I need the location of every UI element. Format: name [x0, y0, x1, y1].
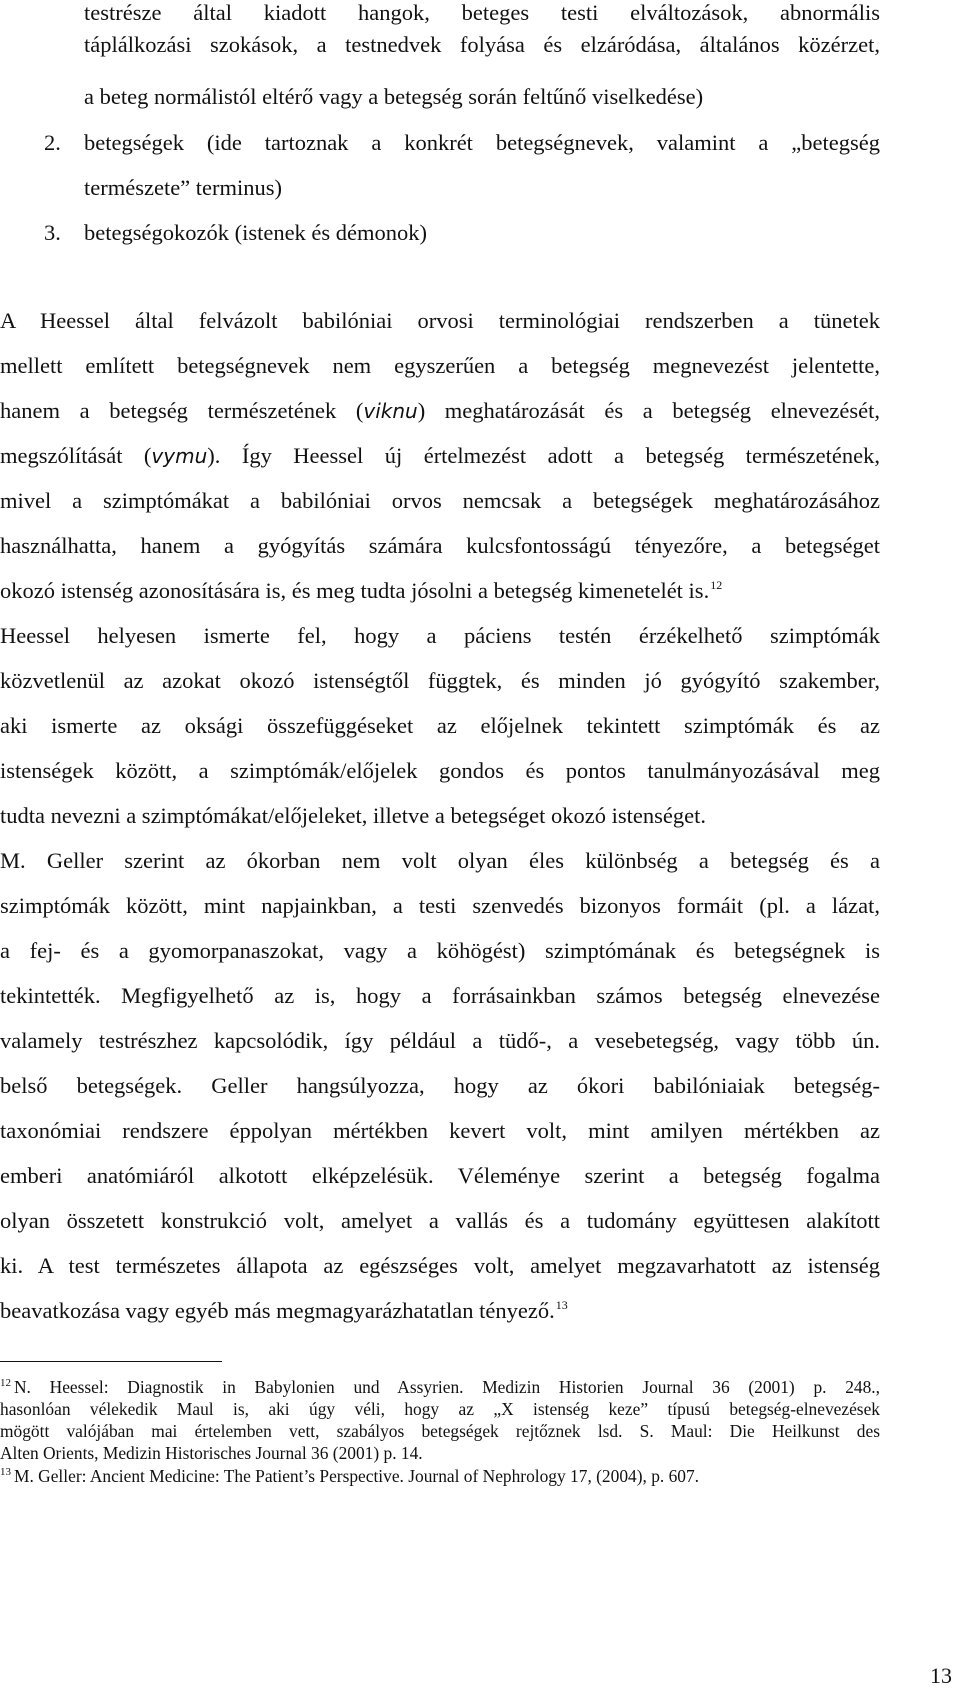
footnote-mark: 13	[0, 1466, 11, 1478]
term-vymu: vymu	[151, 444, 208, 468]
body-line: beavatkozása vagy egyéb más megmagyarázhatatlan tényező.$^{13}$	[0, 1298, 568, 1323]
footnote-separator	[0, 1361, 222, 1362]
footnote-ref[interactable]: 12	[710, 578, 723, 592]
body-line: Heessel helyesen ismerte fel, hogy a páciens testén érzékelhető szimptómák	[0, 623, 880, 648]
footnote-ref[interactable]: 13	[555, 1298, 568, 1312]
footnote-line: hasonlóan vélekedik Maul is, aki úgy véli, hogy az „X istenség keze” típusú betegség-elnevezések	[0, 1399, 880, 1419]
body-line: megszólítását (vymu). Így Heessel új értelmezést adott a betegség természetének,	[0, 443, 880, 468]
body-line: emberi anatómiáról alkotott elképzelésük. Véleménye szerint a betegség fogalma	[0, 1163, 880, 1188]
list-text-line: a beteg normálistól eltérő vagy a betegség során feltűnő viselkedése)	[84, 84, 704, 109]
body-line: A Heessel által felvázolt babilóniai orvosi terminológiai rendszerben a tünetek	[0, 308, 880, 333]
body-line: használhatta, hanem a gyógyítás számára kulcsfontosságú tényezőre, a betegséget	[0, 533, 880, 558]
body-line: aki ismerte az oksági összefüggéseket az előjelnek tekintett szimptómák és az	[0, 713, 880, 738]
footnote-13: $^{13}$ M. Geller: Ancient Medicine: The Patient’s Perspective. Journal of Nephrology 17, (2004), p. 607.	[0, 1466, 700, 1486]
list-number: 3.	[44, 220, 61, 245]
body-line: okozó istenség azonosítására is, és meg tudta jósolni a betegség kimenetelét is.$^{12}$	[0, 578, 723, 603]
term-viknu: viknu	[363, 399, 418, 423]
body-line: hanem a betegség természetének (viknu) meghatározását és a betegség elnevezését,	[0, 398, 880, 423]
footnote-line: mögött valójában mai értelemben vett, szabályos betegségek rejtőznek lsd. S. Maul: Die Heilkunst des	[0, 1421, 880, 1441]
body-line: tudta nevezni a szimptómákat/előjeleket, illetve a betegséget okozó istenséget.	[0, 803, 706, 828]
list-text-line: testrésze által kiadott hangok, beteges testi elváltozások, abnormális	[84, 0, 880, 25]
list-item-text: betegségokozók (istenek és démonok)	[84, 220, 428, 245]
footnote-mark: 12	[0, 1377, 11, 1389]
body-line: tekintették. Megfigyelhető az is, hogy a forrásainkban számos betegség elnevezése	[0, 983, 880, 1008]
body-line: mivel a szimptómákat a babilóniai orvos nemcsak a betegségek meghatározásához	[0, 488, 880, 513]
body-line: olyan összetett konstrukció volt, amelyet a vallás és a tudomány együttesen alakított	[0, 1208, 880, 1233]
body-line: istenségek között, a szimptómák/előjelek gondos és pontos tanulmányozásával meg	[0, 758, 880, 783]
footnote-line: Alten Orients, Medizin Historisches Journal 36 (2001) p. 14.	[0, 1443, 423, 1463]
body-line: belső betegségek. Geller hangsúlyozza, hogy az ókori babilóniaiak betegség-	[0, 1073, 880, 1098]
page-number: 13	[930, 1663, 952, 1688]
body-line: mellett említett betegségnevek nem egyszerűen a betegség megnevezést jelentette,	[0, 353, 880, 378]
body-line: M. Geller szerint az ókorban nem volt olyan éles különbség a betegség és a	[0, 848, 880, 873]
body-line: valamely testrészhez kapcsolódik, így például a tüdő-, a vesebetegség, vagy több ún.	[0, 1028, 880, 1053]
body-line: a fej- és a gyomorpanaszokat, vagy a köhögést) szimptómának és betegségnek is	[0, 938, 880, 963]
list-item-text: természete” terminus)	[84, 175, 283, 200]
body-line: közvetlenül az azokat okozó istenségtől függtek, és minden jó gyógyító szakember,	[0, 668, 880, 693]
list-item-text: betegségek (ide tartoznak a konkrét betegségnevek, valamint a „betegség	[84, 130, 880, 155]
body-line: ki. A test természetes állapota az egészséges volt, amelyet megzavarhatott az istenség	[0, 1253, 880, 1278]
body-line: taxonómiai rendszere éppolyan mértékben kevert volt, mint amilyen mértékben az	[0, 1118, 880, 1143]
list-text-line: táplálkozási szokások, a testnedvek folyása és elzáródása, általános közérzet,	[84, 32, 880, 57]
list-number: 2.	[44, 130, 61, 155]
footnote-12: $^{12}$ N. Heessel: Diagnostik in Babylonien und Assyrien. Medizin Historien Journal 36 (2001) p. 248.,	[0, 1377, 880, 1397]
body-line: szimptómák között, mint napjainkban, a testi szenvedés bizonyos formáit (pl. a lázat,	[0, 893, 880, 918]
